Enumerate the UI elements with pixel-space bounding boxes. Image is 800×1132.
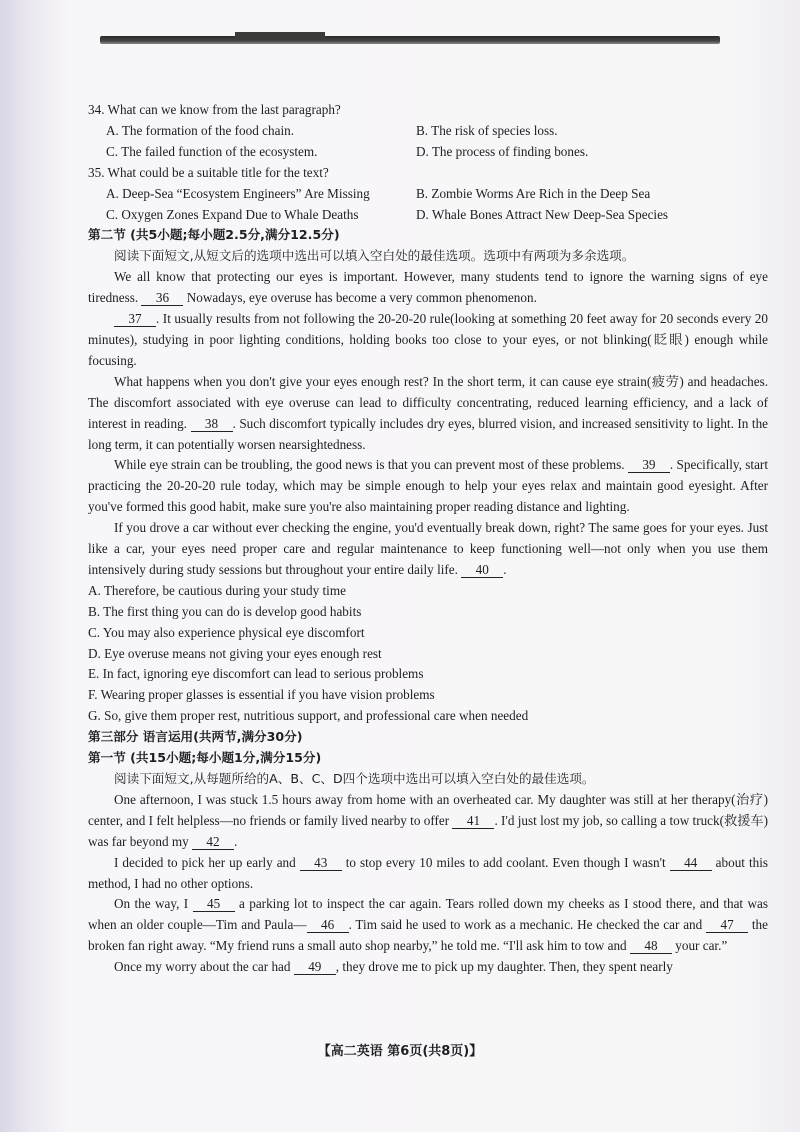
passage-paragraph-4: While eye strain can be troubling, the good news is that you can prevent most of these problems. 39 . Specifically, start practicing the 20-20-20 rule today, which may be simple enough to help your eyes relax and maintain good eyesight. After you've formed this good habit, make sure you're also maintaining proper reading distance and lighting.	[88, 457, 768, 515]
part-3-title: 第三部分 语言运用(共两节,满分30分)	[88, 729, 303, 745]
q34-option-b: B. The risk of species loss.	[416, 122, 558, 138]
question-34-options-row-2	[88, 142, 768, 163]
passage-paragraph-2: 37 . It usually results from not following the 20-20-20 rule(looking at something 20 feet away for 20 seconds every 20 minutes), studying in poor lighting conditions, holding books too close to your eyes, or not blinking(眨眼) enough while focusing.	[88, 311, 768, 368]
blank-41: 41	[452, 813, 494, 829]
q35-option-d: D. Whale Bones Attract New Deep-Sea Species	[416, 206, 669, 222]
passage-paragraph-3: What happens when you don't give your eyes enough rest? In the short term, it can cause eye strain(疲劳) and headaches. The discomfort associated with eye overuse can lead to difficulty concentrating, reduced learning efficiency, and a lack of interest in reading. 38 . Such discomfort typically includes dry eyes, blurred vision, and increased sensitivity to light. In the long term, it can potentially worsen nearsightedness.	[88, 373, 769, 452]
blank-44: 44	[670, 855, 712, 871]
story-paragraph-3: On the way, I 45 a parking lot to inspect the car again. Tears rolled down my cheeks as I stood there, and that was when an older couple—Tim and Paula— 46 . Tim said he used to work as a mechanic. He checked the car and 47 the broken fan right away. “My friend runs a small auto shop nearby,” he told me. “I'll ask him to tow and 48 your car.”	[88, 896, 769, 954]
option-f: F. Wearing proper glasses is essential if you have vision problems	[88, 687, 435, 703]
q34-option-d: D. The process of finding bones.	[416, 143, 589, 159]
q35-option-b: B. Zombie Worms Are Rich in the Deep Sea	[416, 185, 651, 201]
page-content	[88, 100, 768, 978]
blank-36: 36	[141, 290, 183, 306]
question-34-options-row-1	[88, 121, 768, 142]
option-e: E. In fact, ignoring eye discomfort can lead to serious problems	[88, 666, 424, 682]
part-3-instruction: 阅读下面短文,从每题所给的A、B、C、D四个选项中选出可以填入空白处的最佳选项。	[114, 771, 595, 786]
question-35-options-row-2	[88, 205, 768, 226]
blank-48: 48	[630, 938, 672, 954]
q34-option-a: A. The formation of the food chain.	[106, 122, 294, 138]
question-35-stem: 35. What could be a suitable title for the text?	[88, 164, 329, 180]
blank-40: 40	[461, 562, 503, 578]
question-35-options-row-1	[88, 184, 768, 205]
page-footer: 【高二英语 第6页(共8页)】	[317, 1044, 483, 1059]
blank-42: 42	[192, 834, 234, 850]
blank-39: 39	[628, 457, 670, 473]
blank-37: 37	[114, 311, 156, 327]
option-a: A. Therefore, be cautious during your study time	[88, 582, 346, 598]
blank-38: 38	[191, 416, 233, 432]
option-g: G. So, give them proper rest, nutritious support, and professional care when needed	[88, 708, 529, 724]
passage-paragraph-1: We all know that protecting our eyes is important. However, many students tend to ignore the warning signs of eye tiredness. 36 Nowadays, eye overuse has become a very common phenomenon.	[88, 269, 768, 306]
story-paragraph-2: I decided to pick her up early and 43 to stop every 10 miles to add coolant. Even though I wasn't 44 about this method, I had no other options.	[88, 854, 769, 891]
q35-option-c: C. Oxygen Zones Expand Due to Whale Deaths	[106, 206, 359, 222]
section-2-instruction: 阅读下面短文,从短文后的选项中选出可以填入空白处的最佳选项。选项中有两项为多余选项。	[114, 248, 635, 264]
part-3-section-1-title: 第一节 (共15小题;每小题1分,满分15分)	[88, 750, 322, 766]
story-paragraph-4: Once my worry about the car had 49 , they drove me to pick up my daughter. Then, they spent nearly	[114, 959, 673, 975]
blank-49: 49	[294, 959, 336, 975]
blank-47: 47	[706, 917, 748, 933]
question-34-stem: 34. What can we know from the last paragraph?	[88, 102, 341, 117]
story-paragraph-1: One afternoon, I was stuck 1.5 hours away from home with an overheated car. My daughter was still at her therapy(治疗) center, and I felt helpless—no friends or family lived nearby to offer 41 . I'd just lost my job, so calling a tow truck(救援车) was far beyond my 42 .	[88, 791, 769, 849]
q34-option-c: C. The failed function of the ecosystem.	[106, 143, 318, 159]
passage-paragraph-5: If you drove a car without ever checking the engine, you'd eventually break down, right? The same goes for your eyes. Just like a car, your eyes need proper care and regular maintenance to keep functioning well—not only when you use them intensively during study sessions but throughout your entire daily life. 40 .	[88, 520, 768, 577]
blank-45: 45	[193, 896, 235, 912]
blank-43: 43	[300, 855, 342, 871]
option-d: D. Eye overuse means not giving your eyes enough rest	[88, 645, 382, 661]
q35-option-a: A. Deep-Sea “Ecosystem Engineers” Are Missing	[106, 185, 370, 201]
blank-46: 46	[307, 917, 349, 933]
page-top-edge	[100, 36, 720, 44]
option-c: C. You may also experience physical eye discomfort	[88, 624, 365, 640]
option-b: B. The first thing you can do is develop good habits	[88, 603, 362, 619]
section-2-title: 第二节 (共5小题;每小题2.5分,满分12.5分)	[88, 227, 340, 243]
